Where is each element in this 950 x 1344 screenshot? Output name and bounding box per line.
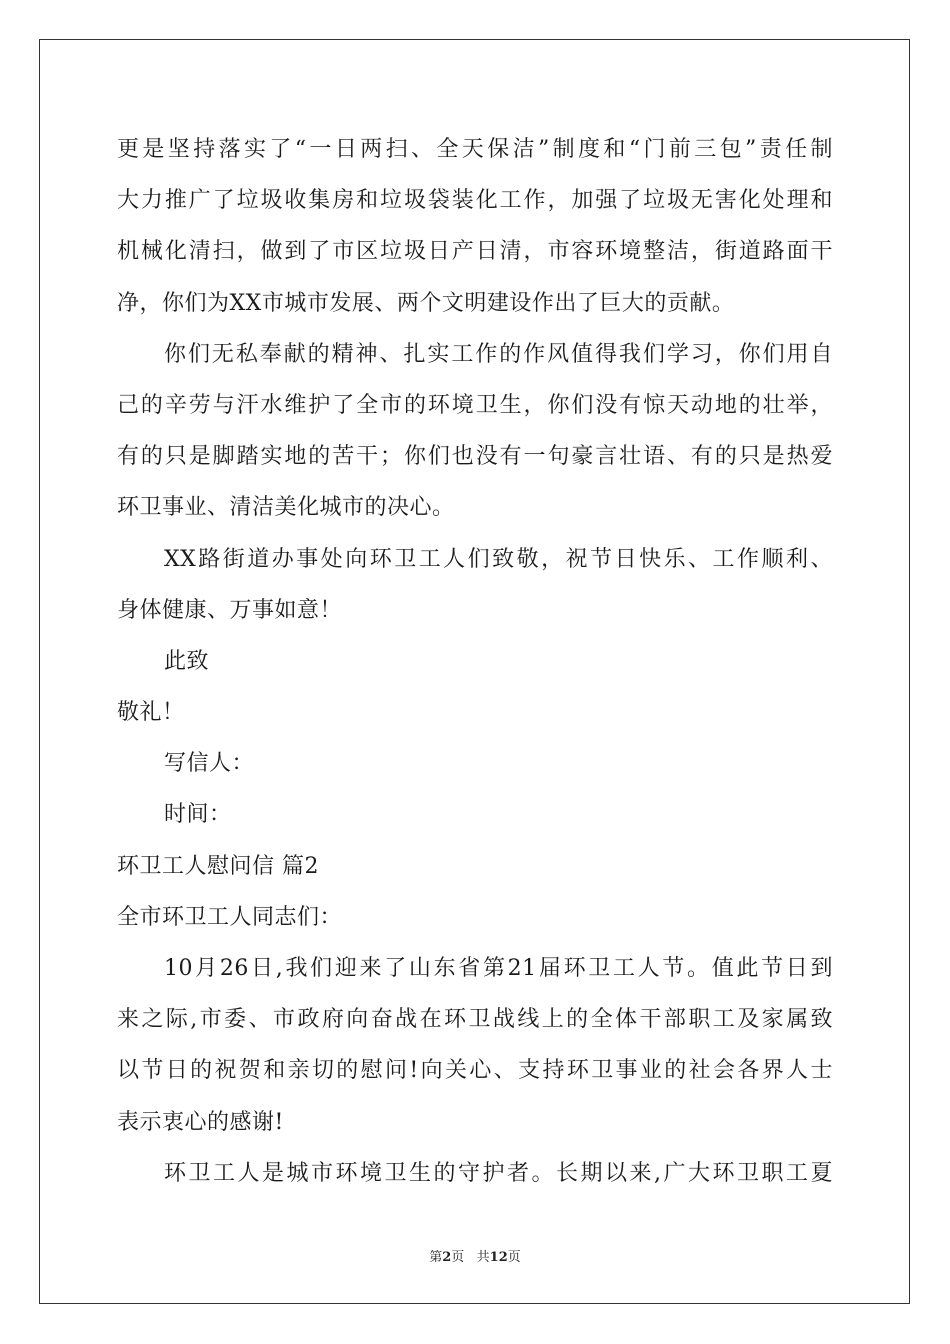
text-line: 更是坚持落实了“一日两扫、全天保洁”制度和“门前三包”责任制 (117, 137, 833, 162)
text-line: 表示衷心的感谢! (117, 1109, 284, 1135)
section-heading: 环卫工人慰问信 篇2 (117, 853, 319, 879)
paragraph-start-line: 环卫工人是城市环境卫生的守护者。长期以来,广大环卫职工夏 (164, 1160, 833, 1186)
text-line: 身体健康、万事如意！ (117, 597, 343, 623)
text-line: 来之际,市委、市政府向奋战在环卫战线上的全体干部职工及家属致 (117, 1007, 833, 1033)
text-line: 有的只是脚踏实地的苦干；你们也没有一句豪言壮语、有的只是热爱 (117, 444, 833, 470)
text-line: 大力推广了垃圾收集房和垃圾袋装化工作，加强了垃圾无害化处理和 (117, 188, 833, 214)
closing-salutation: 此致 (164, 648, 210, 674)
text-line: 以节日的祝贺和亲切的慰问!向关心、支持环卫事业的社会各界人士 (117, 1058, 833, 1084)
signature-date: 时间： (164, 802, 232, 828)
text-line: 环卫事业、清洁美化城市的决心。 (117, 495, 455, 521)
signature-writer: 写信人： (164, 751, 255, 777)
document-body (117, 127, 833, 1202)
closing-regards: 敬礼！ (117, 700, 185, 726)
footer-middle: 页 共 (451, 1250, 490, 1265)
text-line: 机械化清扫，做到了市区垃圾日产日清，市容环境整洁，街道路面干 (117, 239, 833, 265)
text-line: 己的辛劳与汗水维护了全市的环境卫生，你们没有惊天动地的壮举， (117, 392, 833, 418)
letter-greeting: 全市环卫工人同志们： (117, 904, 343, 930)
text-line: 净，你们为XX市城市发展、两个文明建设作出了巨大的贡献。 (117, 290, 735, 316)
footer-suffix: 页 (507, 1250, 521, 1265)
paragraph-start-line: 你们无私奉献的精神、扎实工作的作风值得我们学习，你们用自 (164, 341, 833, 367)
page-footer (0, 1246, 950, 1265)
footer-prefix: 第 (429, 1250, 443, 1265)
current-page-number: 2 (442, 1250, 452, 1265)
paragraph-start-line: XX路街道办事处向环卫工人们致敬，祝节日快乐、工作顺利、 (164, 546, 833, 572)
total-page-count: 12 (489, 1250, 508, 1265)
paragraph-start-line: 10月26日,我们迎来了山东省第21届环卫工人节。值此节日到 (164, 956, 833, 981)
